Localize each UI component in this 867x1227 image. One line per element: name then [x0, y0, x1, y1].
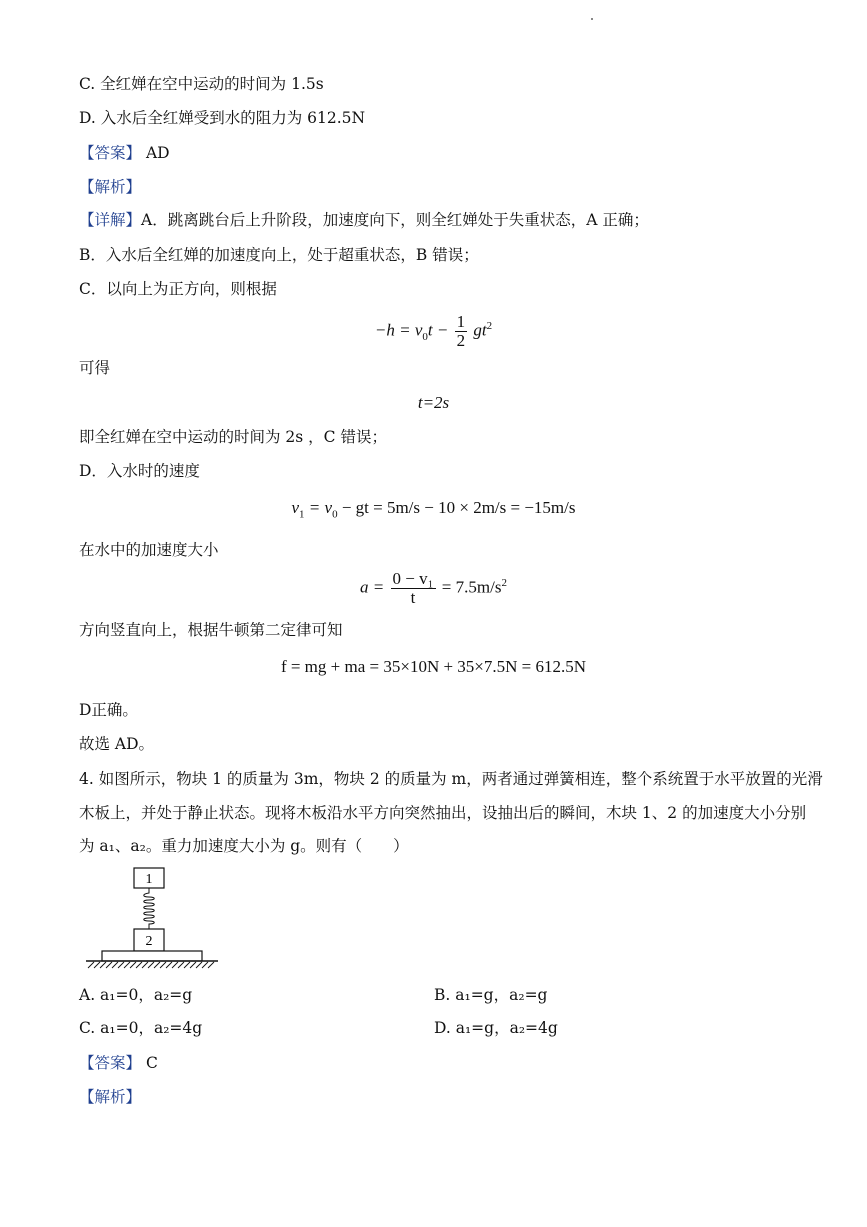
block-1-label: 1	[145, 872, 153, 887]
formula-time: t=2s	[417, 393, 450, 412]
choice-a: A. a₁=0，a₂=g	[79, 986, 193, 1004]
spring	[144, 888, 155, 929]
accel-text: 在水中的加速度大小	[79, 541, 219, 559]
answer2-line	[79, 1053, 158, 1073]
scan-dot	[591, 18, 593, 20]
option-c-text: C. 全红婵在空中运动的时间为 1.5s	[79, 75, 324, 93]
choice-d: D. a₁=g，a₂=4g	[434, 1019, 558, 1037]
d-correct-text: D正确。	[79, 701, 138, 719]
choice-b: B. a₁=g，a₂=g	[434, 986, 548, 1004]
spring-blocks-figure	[82, 865, 222, 971]
detail-b-text: B．入水后全红婵的加速度向上，处于超重状态，B 错误；	[79, 246, 479, 264]
formula-displacement: $-h = v_0t$ − $\frac{1}{2}$ $gt^2$	[374, 312, 493, 350]
time-result-text: 即全红婵在空中运动的时间为 2s ，C 错误；	[79, 428, 387, 446]
formula-acceleration: a = $\frac{\text{0 − v₁}}{t}$ = $7.5m/s^2$	[360, 569, 507, 607]
answer-line	[79, 143, 170, 163]
analysis2-tag: 【解析】	[79, 1088, 142, 1106]
answer2-tag: 【答案】	[79, 1054, 142, 1072]
detail-a-line	[79, 210, 649, 230]
analysis-tag: 【解析】	[79, 178, 142, 196]
detail-a-text: A．跳离跳台后上升阶段，加速度向下，则全红婵处于失重状态，A 正确；	[141, 211, 649, 229]
answer-tag: 【答案】	[79, 144, 142, 162]
detail-c-text: C．以向上为正方向，则根据	[79, 280, 277, 298]
q4-line2: 木板上，并处于静止状态。现将木板沿水平方向突然抽出，设抽出后的瞬间，木块 1、2 的加速度大小分别	[79, 804, 807, 822]
fraction-half: $\frac{1}{2}$	[456, 312, 466, 350]
formula-velocity: $v_1 = v_0$ − gt = 5m/s − 10 × 2m/s = −15m/s	[291, 498, 576, 521]
newton-text: 方向竖直向上，根据牛顿第二定律可知	[79, 621, 343, 639]
formula-force: f = mg + ma = 35×10N + 35×7.5N = 612.5N	[280, 657, 587, 676]
choose-text: 故选 AD。	[79, 735, 155, 753]
detail-d-text: D．入水时的速度	[79, 462, 200, 480]
option-d-text: D. 入水后全红婵受到水的阻力为 612.5N	[79, 109, 366, 127]
q4-line3: 为 a₁、a₂。重力加速度大小为 g。则有（ ）	[79, 837, 409, 855]
answer-value: AD	[145, 144, 170, 162]
answer2-value: C	[145, 1054, 158, 1072]
q4-line1: 4. 如图所示，物块 1 的质量为 3m，物块 2 的质量为 m，两者通过弹簧相连，整个系统置于水平放置的光滑	[79, 770, 823, 788]
fraction-accel: $\frac{\text{0 − v₁}}{t}$	[392, 569, 434, 607]
block-2-label: 2	[145, 934, 153, 949]
kede-text: 可得	[79, 359, 111, 377]
detail-tag: 【详解】	[79, 211, 142, 229]
choice-c: C. a₁=0，a₂=4g	[79, 1019, 203, 1037]
ground-hatching	[88, 962, 214, 968]
wooden-board	[102, 951, 202, 961]
